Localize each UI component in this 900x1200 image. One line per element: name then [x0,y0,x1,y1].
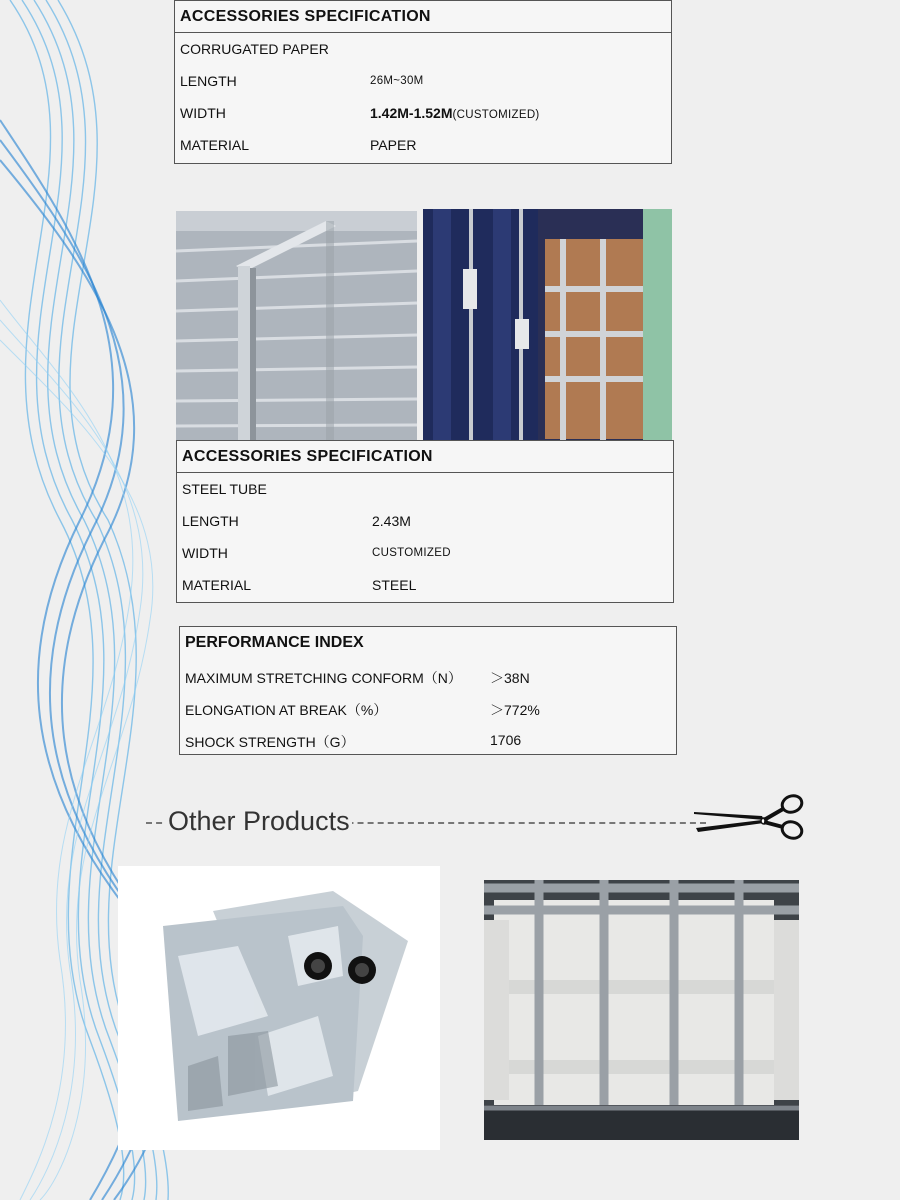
bulk-bag-frame-photo [484,880,799,1140]
performance-value: 1706 [490,732,522,748]
length-label: LENGTH [182,513,239,529]
spec-row-item [177,473,673,505]
width-value: CUSTOMIZED [372,547,451,559]
spec-item-name: CORRUGATED PAPER [180,41,329,57]
material-label: MATERIAL [182,577,251,593]
length-value: 26M~30M [370,75,424,87]
other-products-title: Other Products [168,806,350,836]
width-value-main: 1.42M-1.52M [370,105,453,121]
performance-label: SHOCK STRENGTH（G） [185,734,355,750]
width-value [370,105,540,121]
material-value: STEEL [372,577,417,593]
performance-label: MAXIMUM STRETCHING CONFORM（N） [185,670,462,686]
spec-row-material [177,569,673,601]
spec-table-steel-tube [176,440,674,603]
performance-value: ＞772% [490,702,540,718]
spec-row-item [175,33,671,65]
foil-bag-product-photo [118,866,440,1150]
performance-index-title: PERFORMANCE INDEX [185,634,364,651]
width-value-note: (CUSTOMIZED) [452,109,540,121]
spec-table-title: ACCESSORIES SPECIFICATION [177,441,673,473]
steel-tube-container-photo [423,209,672,440]
spec-item-name: STEEL TUBE [182,481,267,497]
width-label: WIDTH [180,105,226,121]
length-label: LENGTH [180,73,237,89]
spec-table-corrugated-paper [174,0,672,164]
performance-row [180,659,676,691]
material-value: PAPER [370,137,417,153]
width-label: WIDTH [182,545,228,561]
spec-row-width [177,537,673,569]
performance-row [180,723,676,755]
corrugated-paper-photo [176,211,417,440]
performance-value: ＞38N [490,670,530,686]
spec-table-title: ACCESSORIES SPECIFICATION [175,1,671,33]
performance-index-table [179,626,677,755]
spec-row-material [175,129,671,161]
scissors-icon [692,792,810,842]
spec-row-length [175,65,671,97]
material-label: MATERIAL [180,137,249,153]
spec-row-width [175,97,671,129]
spec-row-length [177,505,673,537]
performance-row [180,691,676,723]
length-value: 2.43M [372,513,411,529]
performance-label: ELONGATION AT BREAK（%） [185,702,388,718]
